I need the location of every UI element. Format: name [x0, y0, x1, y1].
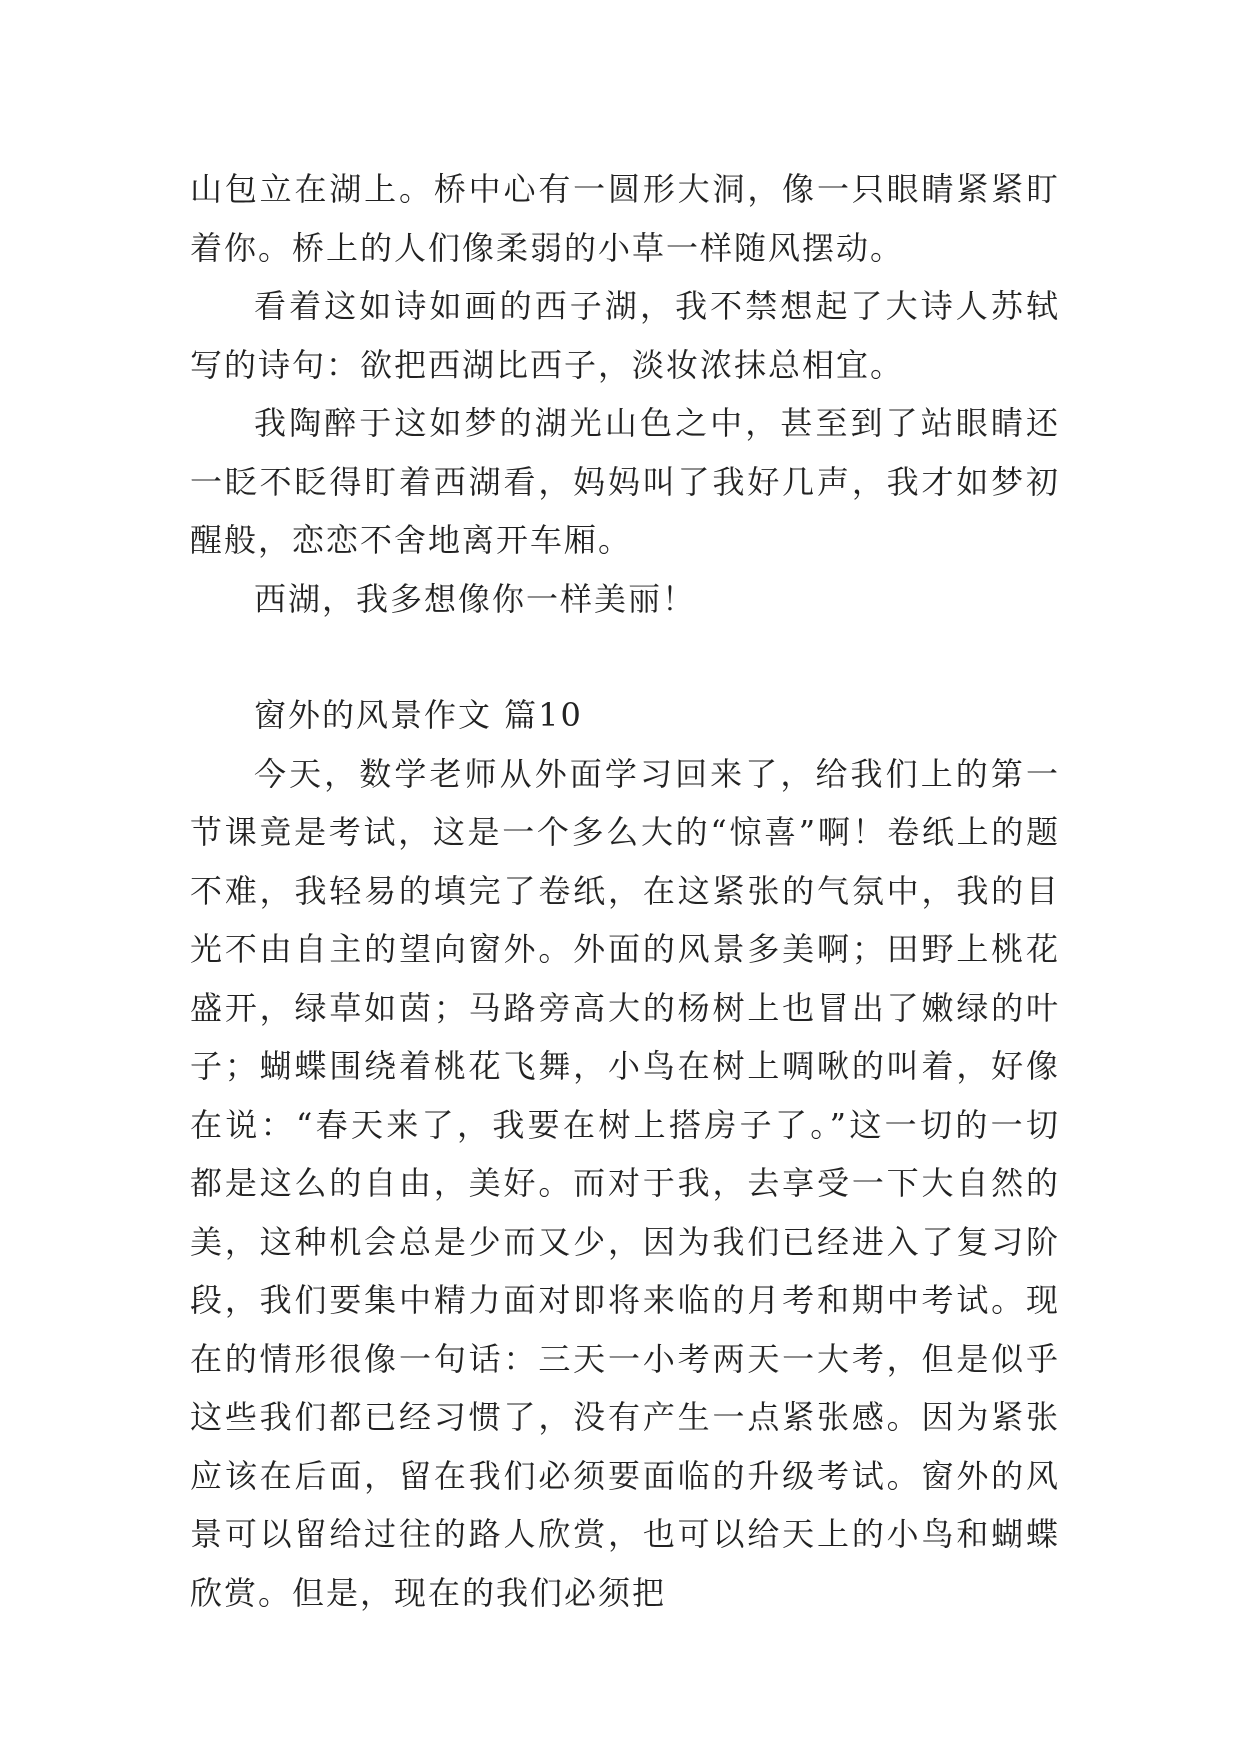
paragraph: 今天，数学老师从外面学习回来了，给我们上的第一节课竟是考试，这是一个多么大的“惊喜”啊！卷纸上的题不难，我轻易的填完了卷纸，在这紧张的气氛中，我的目光不由自主的望向窗外。外面的风景多美啊；田野上桃花盛开，绿草如茵；马路旁高大的杨树上也冒出了嫩绿的叶子；蝴蝶围绕着桃花飞舞，小鸟在树上啁啾的叫着，好像在说：“春天来了，我要在树上搭房子了。”这一切的一切都是这么的自由，美好。而对于我，去享受一下大自然的美，这种机会总是少而又少，因为我们已经进入了复习阶段，我们要集中精力面对即将来临的月考和期中考试。现在的情形很像一句话：三天一小考两天一大考，但是似乎这些我们都已经习惯了，没有产生一点紧张感。因为紧张应该在后面，留在我们必须要面临的升级考试。窗外的风景可以留给过往的路人欣赏，也可以给天上的小鸟和蝴蝶欣赏。但是，现在的我们必须把 — [190, 754, 1060, 1612]
paragraph: 山包立在湖上。桥中心有一圆形大洞，像一只眼睛紧紧盯着你。桥上的人们像柔弱的小草一样随风摆动。 — [190, 170, 1060, 267]
document-body — [190, 160, 1060, 1622]
paragraph: 我陶醉于这如梦的湖光山色之中，甚至到了站眼睛还一眨不眨得盯着西湖看，妈妈叫了我好几声，我才如梦初醒般，恋恋不舍地离开车厢。 — [190, 404, 1060, 559]
paragraph: 西湖，我多想像你一样美丽！ — [254, 579, 697, 618]
paragraph: 看着这如诗如画的西子湖，我不禁想起了大诗人苏轼写的诗句：欲把西湖比西子，淡妆浓抹总相宜。 — [190, 287, 1060, 384]
section-heading: 窗外的风景作文 篇10 — [254, 696, 583, 734]
